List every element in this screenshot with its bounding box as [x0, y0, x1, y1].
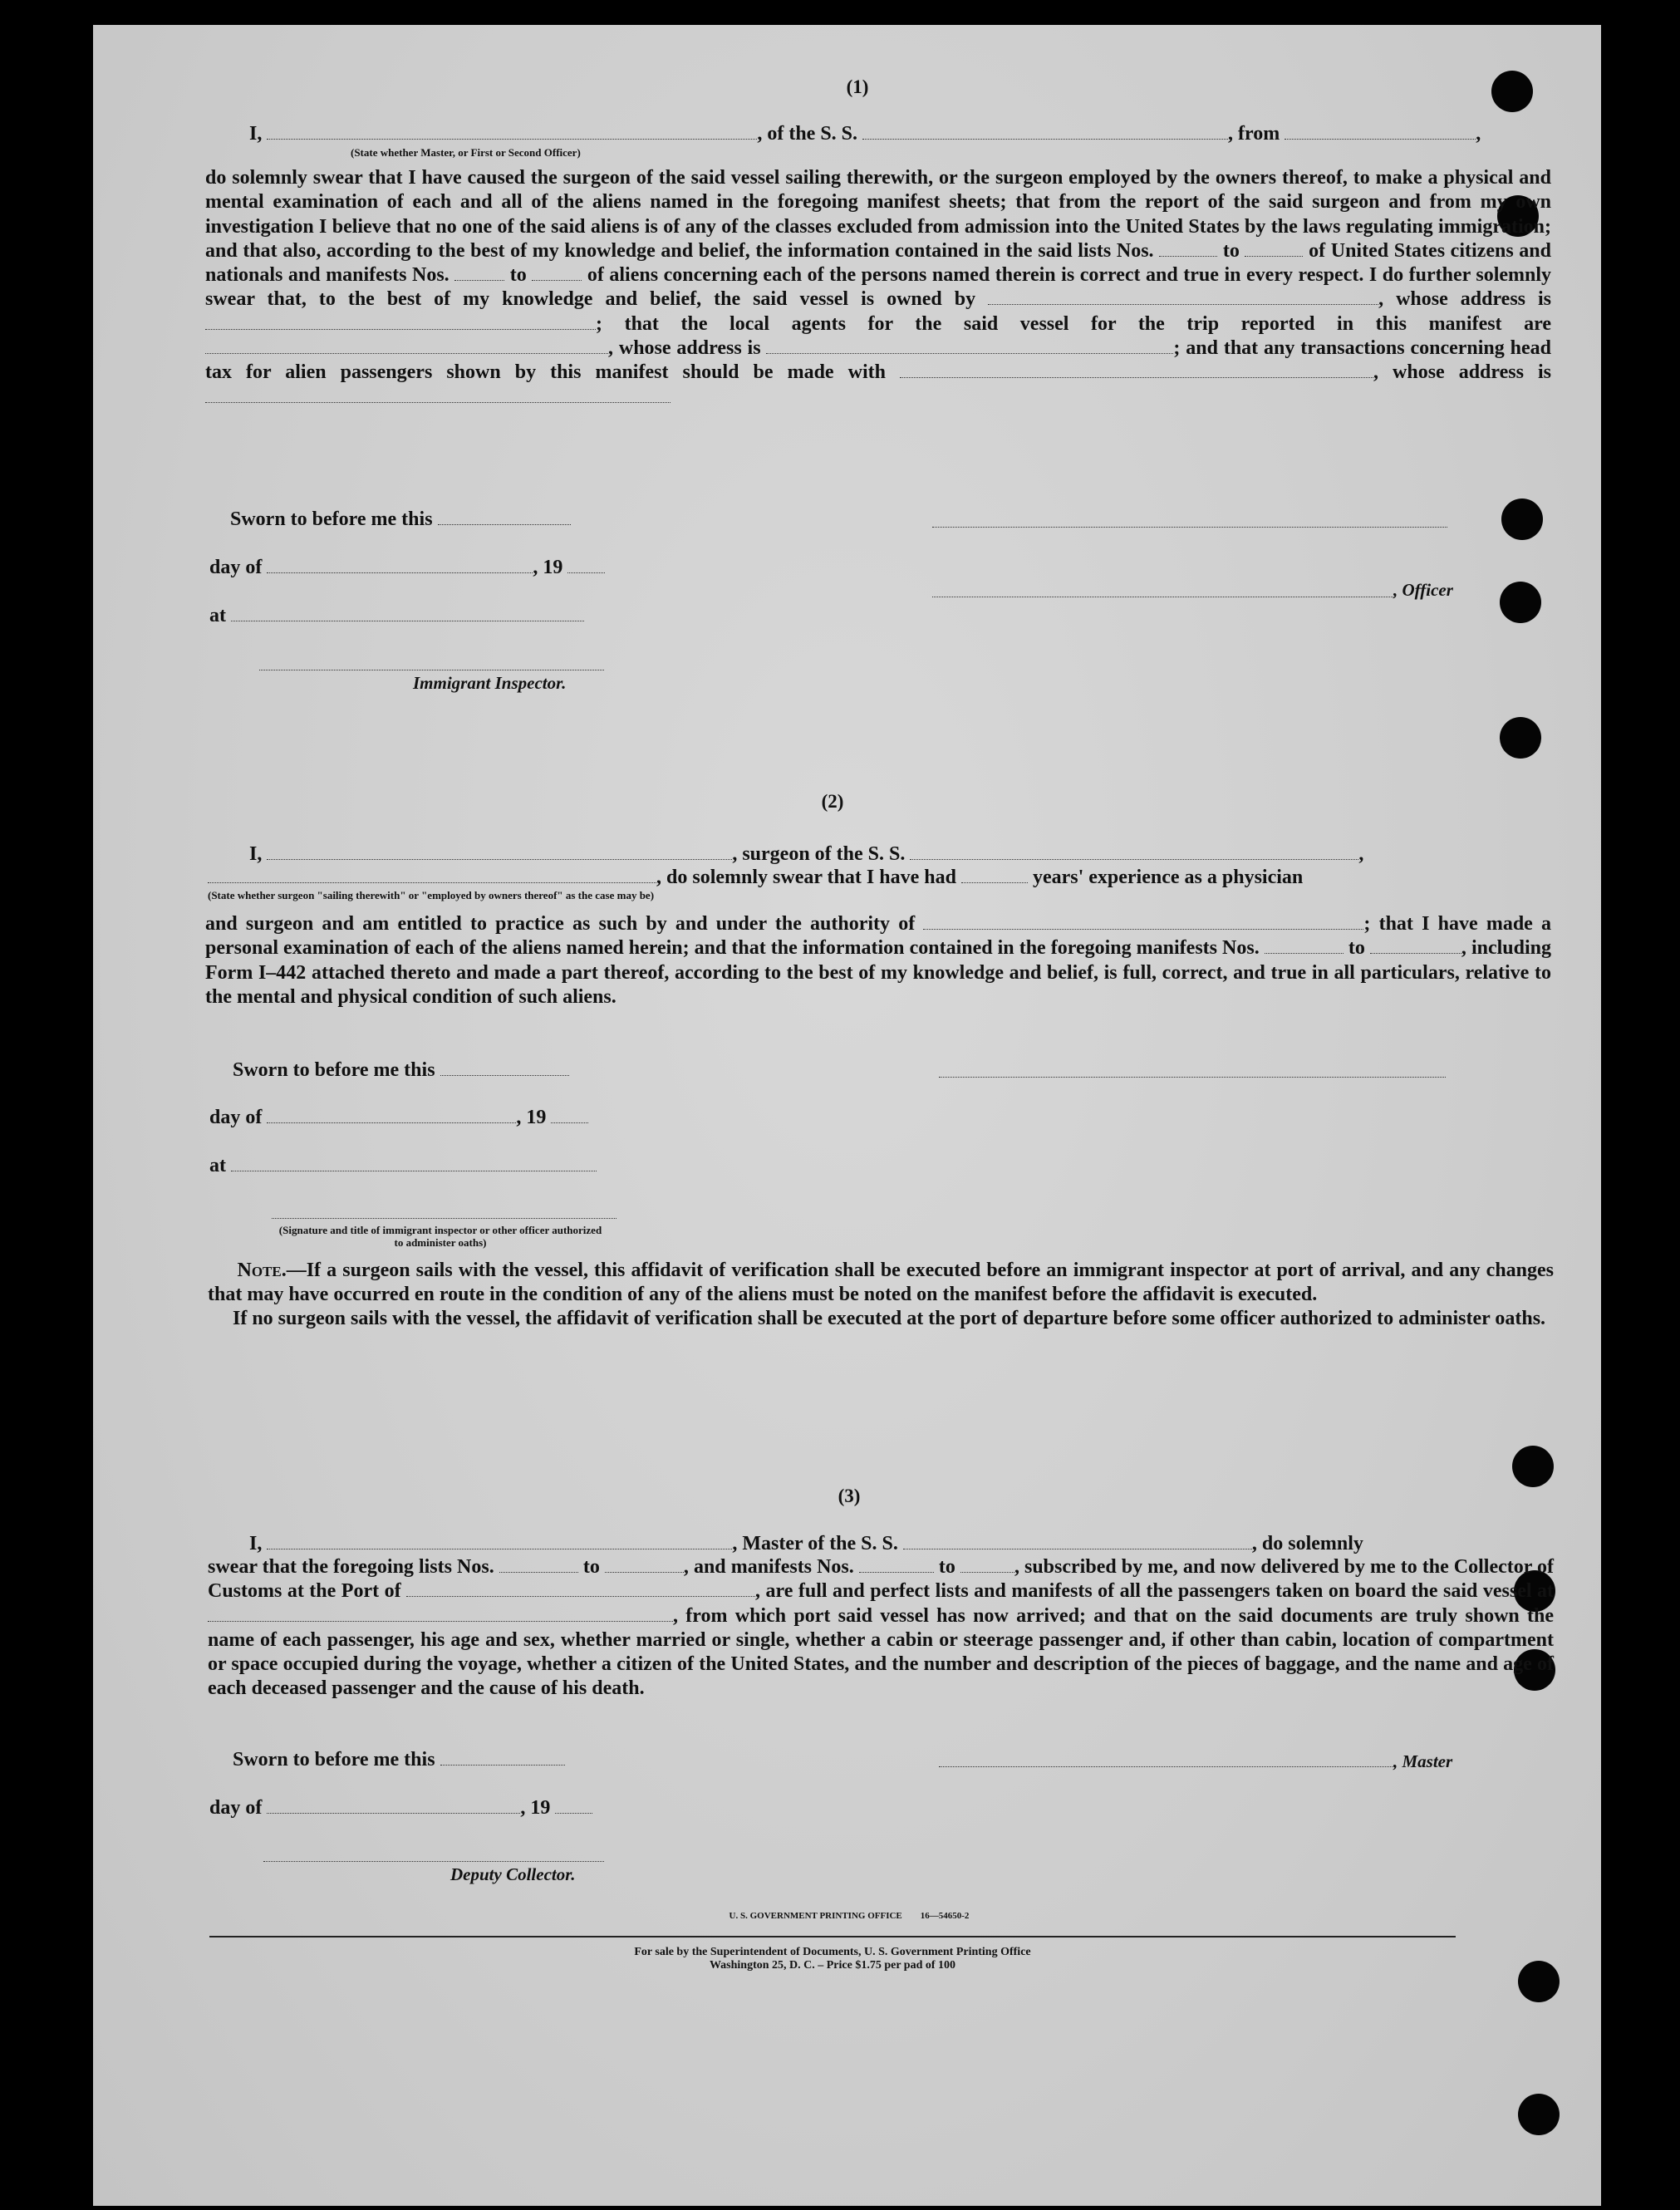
section-3-number: (3) — [838, 1486, 861, 1506]
years-experience-field[interactable] — [961, 867, 1028, 883]
officer-label: , Officer — [1393, 580, 1453, 600]
at-place-field-1[interactable] — [231, 606, 584, 621]
day-of-line-2: day of , 19 — [209, 1107, 588, 1129]
master-vessel-field[interactable] — [903, 1534, 1252, 1549]
customs-port-field[interactable] — [406, 1581, 755, 1597]
footer-line-2: Washington 25, D. C. – Price $1.75 per pad of 100 — [709, 1959, 956, 1972]
master-signature-line[interactable] — [939, 1766, 1396, 1767]
note-label: Note. — [237, 1260, 287, 1281]
punch-hole — [1512, 1446, 1554, 1487]
section-3-line-1: I, , Master of the S. S. , do solemnly — [249, 1533, 1363, 1554]
agents-address-field[interactable] — [766, 338, 1173, 354]
printing-office-line: U. S. GOVERNMENT PRINTING OFFICE 16—54650-2 — [729, 1911, 970, 1921]
document-page — [93, 25, 1601, 2206]
lists-to-field[interactable] — [605, 1557, 684, 1573]
section-2-body: and surgeon and am entitled to practice as such by and under the authority of ; that I have made a personal examination of each of the aliens named herein; and that the information contained in the foregoing manifests Nos. to , including Form I–442 attached thereto and made a part thereof, according to the best of my knowledge and belief, is full, correct, and true in all particulars, relative to the mental and physical condition of such aliens. — [205, 913, 1552, 1008]
master-label: , Master — [1393, 1751, 1453, 1771]
signature-line-officer-top[interactable] — [932, 527, 1447, 528]
section-1-body: do solemnly swear that I have caused the surgeon of the said vessel sailing therewith, or the surgeon employed by the owners thereof, to make a physical and mental examination of each and all of the aliens named in the foregoing manifest sheets; that from the report of the said surgeon and from my own investigation I believe that no one of the said aliens is of any of the classes excluded from admission into the United States by the laws regulating immigration; and that also, according to the best of my knowledge and belief, the information contained in the said lists Nos. to of United States citizens and nationals and manifests Nos. to of aliens concerning each of the persons named therein is correct and true in every respect. I do further solemnly swear that, to the best of my knowledge and belief, the said vessel is owned by , whose address is ; that the local agents for the said vessel for the trip reported in this manifest are , whose address is ; and that any transactions concerning head tax for alien passengers shown by this manifest should be made with , whose address is — [205, 166, 1551, 410]
punch-hole — [1491, 71, 1533, 112]
manifests-to-field[interactable] — [960, 1557, 1014, 1573]
examined-manifest-from-field[interactable] — [1265, 938, 1344, 954]
owner-address-field[interactable] — [205, 314, 596, 330]
section-1-line-1: I, , of the S. S. , from , — [249, 123, 1481, 145]
year-field-2[interactable] — [551, 1107, 588, 1123]
administering-officer-caption: (Signature and title of immigrant inspector or other officer authorized to administer oaths) — [278, 1224, 602, 1249]
year-field-3[interactable] — [555, 1798, 592, 1814]
deputy-collector-signature-line[interactable] — [263, 1861, 604, 1862]
boarding-port-field[interactable] — [208, 1606, 673, 1622]
vessel-owner-field[interactable] — [988, 289, 1378, 305]
examined-manifest-to-field[interactable] — [1370, 938, 1461, 954]
day-of-field-3[interactable] — [267, 1798, 520, 1814]
manifests-from-field[interactable] — [859, 1557, 934, 1573]
citizen-list-from-field[interactable] — [1159, 241, 1217, 257]
punch-hole — [1500, 717, 1541, 759]
section-2-number: (2) — [821, 791, 844, 812]
practice-authority-field[interactable] — [923, 914, 1363, 930]
punch-hole — [1518, 1961, 1560, 2002]
day-of-field-2[interactable] — [267, 1107, 516, 1123]
at-line-2: at — [209, 1155, 597, 1177]
surgeon-status-field[interactable] — [208, 867, 656, 883]
master-name-field[interactable] — [267, 1534, 732, 1549]
alien-manifest-to-field[interactable] — [532, 265, 582, 281]
day-of-line-1: day of , 19 — [209, 557, 605, 579]
footer-rule — [209, 1936, 1456, 1937]
officer-title-caption: (State whether Master, or First or Second Officer) — [351, 146, 581, 159]
footer-text — [508, 1946, 1157, 1972]
punch-hole — [1518, 2094, 1560, 2135]
note-block — [208, 1259, 1554, 1331]
lists-from-field[interactable] — [499, 1557, 578, 1573]
day-of-line-3: day of , 19 — [209, 1797, 592, 1820]
sworn-date-field-3[interactable] — [440, 1750, 565, 1766]
head-tax-party-field[interactable] — [900, 362, 1373, 378]
surgeon-vessel-field[interactable] — [910, 844, 1358, 860]
footer-line-1: For sale by the Superintendent of Documents, U. S. Government Printing Office — [634, 1946, 1031, 1958]
citizen-list-to-field[interactable] — [1245, 241, 1303, 257]
day-of-field-1[interactable] — [267, 557, 533, 573]
deputy-collector-caption: Deputy Collector. — [450, 1864, 576, 1884]
surgeon-status-caption: (State whether surgeon "sailing therewith" or "employed by owners thereof" as the case may be) — [208, 889, 655, 901]
sworn-line-1: Sworn to before me this — [230, 508, 571, 531]
vessel-name-field[interactable] — [862, 124, 1228, 140]
departure-port-field[interactable] — [1285, 124, 1476, 140]
note-paragraph-2: If no surgeon sails with the vessel, the affidavit of verification shall be executed at the port of departure before some officer authorized to administer oaths. — [233, 1308, 1546, 1329]
surgeon-name-field[interactable] — [267, 844, 732, 860]
section-1-number: (1) — [846, 76, 869, 97]
section-3-body: swear that the foregoing lists Nos. to , and manifests Nos. to , subscribed by me, and now delivered by me to the Collector of Customs at the Port of , are full and perfect lists and manifests of all the passengers taken on board the said vessel at , from which port said vessel has now arrived; and that on the said documents are truly shown the name of each passenger, his age and sex, whether married or single, whether a cabin or steerage passenger and, if other than cabin, location of compartment or space occupied during the voyage, whether a citizen of the United States, and the number and description of the pieces of baggage, and the name and age of each deceased passenger and the cause of his death. — [208, 1556, 1555, 1700]
at-line-1: at — [209, 605, 584, 627]
sworn-line-2: Sworn to before me this — [233, 1059, 569, 1082]
sworn-line-3: Sworn to before me this — [233, 1749, 565, 1771]
alien-manifest-from-field[interactable] — [454, 265, 504, 281]
sworn-date-field-2[interactable] — [440, 1060, 569, 1076]
at-place-field-2[interactable] — [231, 1156, 597, 1171]
local-agents-field[interactable] — [205, 338, 608, 354]
surgeon-signature-line[interactable] — [939, 1077, 1446, 1078]
officer-name-field[interactable] — [267, 124, 757, 140]
sworn-date-field-1[interactable] — [438, 509, 571, 525]
punch-hole — [1500, 582, 1541, 623]
section-2-line-1: I, , surgeon of the S. S. , — [249, 843, 1364, 865]
administering-officer-signature-line[interactable] — [272, 1218, 616, 1219]
year-field-1[interactable] — [567, 557, 605, 573]
form-code: 16—54650-2 — [920, 1911, 970, 1921]
head-tax-address-field[interactable] — [205, 387, 671, 403]
inspector-caption: Immigrant Inspector. — [413, 673, 567, 693]
section-2-line-2: , do solemnly swear that I have had years' experience as a physician — [208, 867, 1303, 889]
punch-hole — [1501, 498, 1543, 540]
note-paragraph-1: Note.—If a surgeon sails with the vessel, this affidavit of verification shall be executed before an immigrant inspector at port of arrival, and any changes that may have occurred en route in the condition of any of the aliens must be noted on the manifest before the affidavit is executed. — [208, 1260, 1555, 1305]
